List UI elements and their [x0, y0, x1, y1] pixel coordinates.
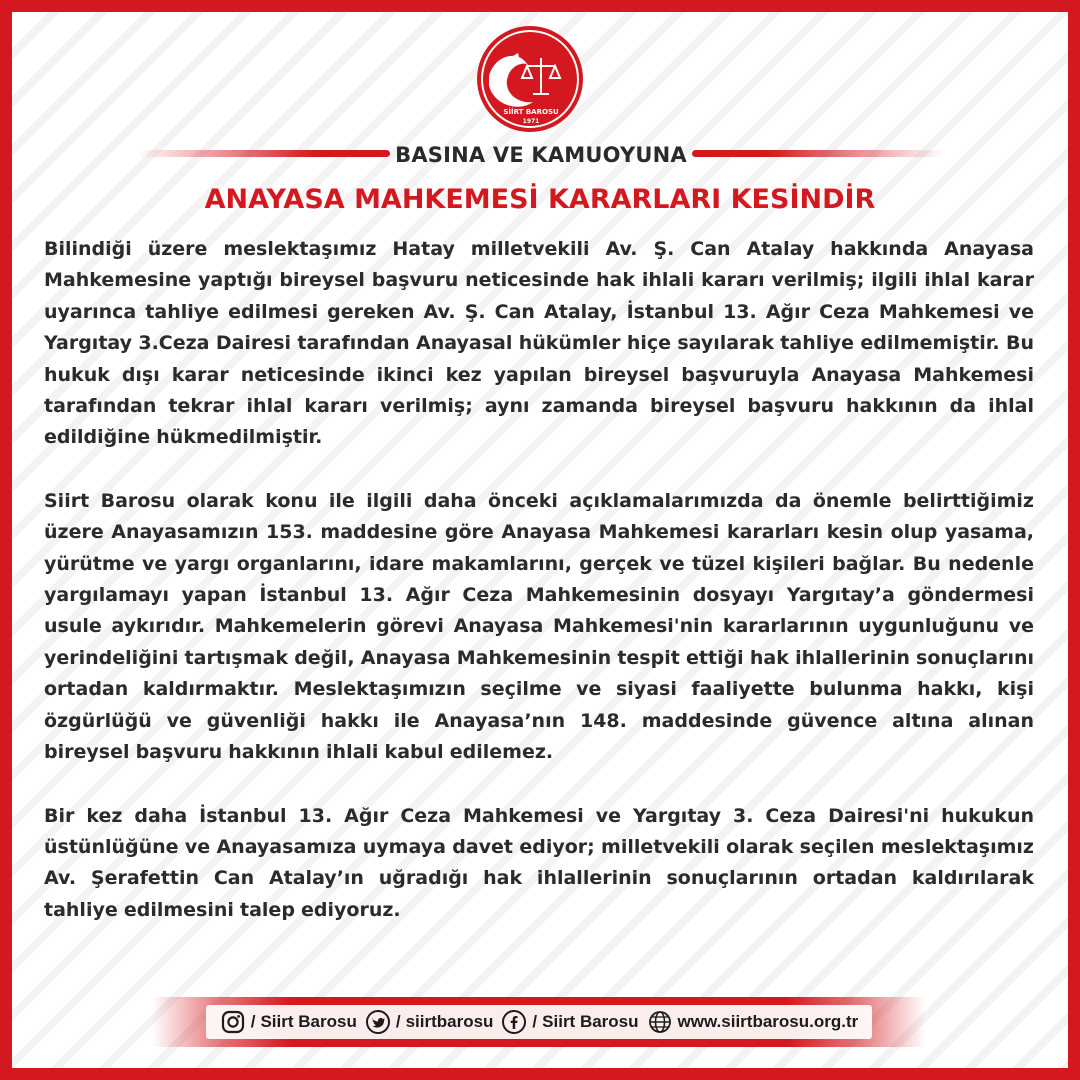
header-line-right	[692, 150, 944, 157]
website-link[interactable]	[647, 1009, 859, 1035]
separator: /	[250, 1012, 256, 1031]
twitter-icon	[365, 1009, 391, 1035]
header-line-left	[138, 150, 390, 157]
headline: ANAYASA MAHKEMESİ KARARLARI KESİNDİR	[204, 184, 876, 215]
paragraph-1: Bilindiği üzere meslektaşımız Hatay milletvekili Av. Ş. Can Atalay hakkında Anayasa Mahkemesine yaptığı bireysel başvuru neticesinde hak ihlali kararı verilmiş; ilgili ihlal karar uyarınca tahliye edilmesi gereken Av. Ş. Can Atalay, İstanbul 13. Ağır Ceza Mahkemesi ve Yargıtay 3.Ceza Dairesi tarafından Anayasal hükümler hiçe sayılarak tahliye edilmemiştir. Bu hukuk dışı karar neticesinde ikinci kez yapılan bireysel başvuruyla Anayasa Mahkemesi tarafından tekrar ihlal kararı verilmiş; aynı zamanda bireysel başvuru hakkının da ihlal edildiğine hükmedilmiştir.	[44, 238, 1034, 449]
website-label: www.siirtbarosu.org.tr	[677, 1012, 859, 1031]
instagram-label: Siirt Barosu	[260, 1012, 357, 1031]
paragraph-2: Siirt Barosu olarak konu ile ilgili daha önceki açıklamalarımızda da önemle belirttiğimiz üzere Anayasamızın 153. maddesine göre Anayasa Mahkemesi kararları kesin olup yasama, yürütme ve yargı organlarını, idare makamlarını, gerçek ve tüzel kişileri bağlar. Bu nedenle yargılamayı yapan İstanbul 13. Ağır Ceza Mahkemesinin dosyayı Yargıtay’a göndermesi usule aykırıdır. Mahkemelerin görevi Anayasa Mahkemesi'nin kararlarının uygunluğunu ve yerindeliğini tartışmak değil, Anayasa Mahkemesinin tespit ettiği hak ihlallerinin sonuçlarını ortadan kaldırmaktır. Meslektaşımızın seçilme ve siyasi faaliyette bulunma hakkı, kişi özgürlüğü ve güvenliği hakkı ile Anayasa’nın 148. maddesinde güvence altına alınan bireysel başvuru hakkının ihlali kabul edilemez.	[44, 489, 1034, 764]
social-footer-inner	[206, 1005, 873, 1039]
twitter-link[interactable]	[365, 1009, 494, 1035]
paragraph-3: Bir kez daha İstanbul 13. Ağır Ceza Mahkemesi ve Yargıtay 3. Ceza Dairesi'ni hukukun üstünlüğüne ve Anayasamıza uymaya davet ediyor; milletvekili olarak seçilen meslektaşımız Av. Şerafettin Can Atalay’ın uğradığı hak ihlallerinin sonuçlarının ortadan kaldırılarak tahliye edilmesini talep ediyoruz.	[44, 804, 1034, 921]
facebook-icon	[501, 1009, 527, 1035]
social-footer	[152, 997, 926, 1047]
separator: /	[532, 1012, 538, 1031]
separator: /	[395, 1012, 401, 1031]
logo-year: 1971	[522, 118, 540, 125]
twitter-label: siirtbarosu	[405, 1012, 494, 1031]
facebook-label: Siirt Barosu	[542, 1012, 639, 1031]
instagram-icon	[220, 1009, 246, 1035]
header-row	[12, 138, 1068, 172]
facebook-link[interactable]	[501, 1009, 638, 1035]
logo-name: SİİRT BAROSU	[503, 108, 559, 116]
siirt-barosu-logo	[475, 24, 585, 134]
globe-icon	[647, 1009, 673, 1035]
header-label: BASINA VE KAMUOYUNA	[395, 143, 687, 167]
press-release-page	[12, 12, 1068, 1068]
statement-body	[44, 234, 1034, 958]
instagram-link[interactable]	[220, 1009, 357, 1035]
